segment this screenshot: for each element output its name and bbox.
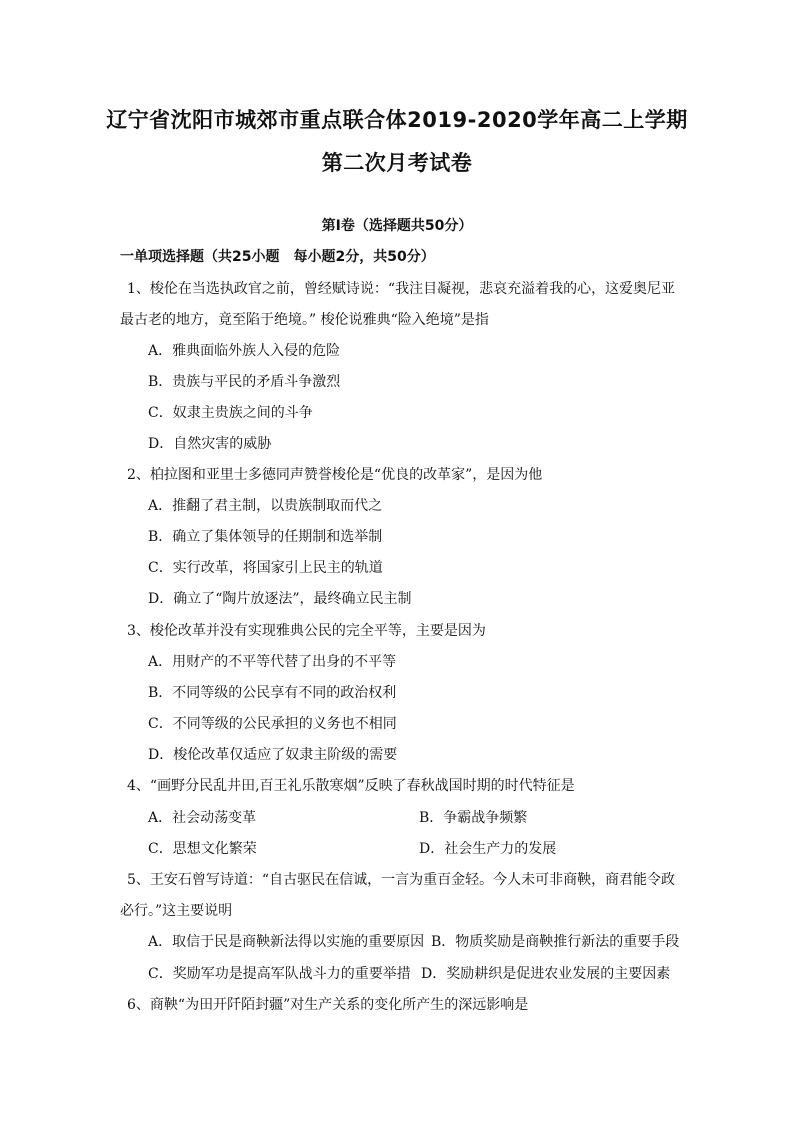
option-b: B．物质奖励是商鞅推行新法的重要手段 (431, 934, 680, 950)
option-a: A．社会动荡变革 (148, 810, 257, 826)
question-stem-line: 最古老的地方，竟至陷于绝境。” 梭伦说雅典“险入绝境”是指 (120, 312, 489, 328)
option-a: A．用财产的不平等代替了出身的不平等 (148, 654, 397, 670)
option-a: A．雅典面临外族人入侵的危险 (148, 343, 341, 359)
exam-title-line-1: 辽宁省沈阳市城郊市重点联合体2019-2020学年高二上学期 (106, 108, 688, 132)
question-stem-line: 1、梭伦在当选执政官之前，曾经赋诗说：“我注目凝视，悲哀充溢着我的心，这爱奥尼亚 (127, 281, 676, 297)
question-stem-line: 2、柏拉图和亚里士多德同声赞誉梭伦是“优良的改革家”，是因为他 (127, 467, 543, 483)
exam-title-line-2: 第二次月考试卷 (321, 151, 473, 175)
option-d: D．自然灾害的威胁 (148, 436, 272, 452)
option-d: D．确立了“陶片放逐法”，最终确立民主制 (148, 591, 412, 607)
question-stem-line: 6、商鞅“为田开阡陌封疆”对生产关系的变化所产生的深远影响是 (127, 997, 529, 1013)
question-stem-line: 4、“画野分民乱井田,百王礼乐散寒烟”反映了春秋战国时期的时代特征是 (127, 778, 575, 794)
option-c: C．奴隶主贵族之间的斗争 (148, 405, 313, 421)
question-stem-line: 5、王安石曾写诗道：“自古驱民在信诚，一言为重百金轻。今人未可非商鞅，商君能令政 (127, 872, 676, 888)
section-title: 第Ⅰ卷（选择题共50分） (321, 218, 473, 234)
option-c: C．不同等级的公民承担的义务也不相同 (148, 716, 397, 732)
option-b: B．确立了集体领导的任期制和选举制 (148, 529, 383, 545)
option-b: B．争霸战争频繁 (419, 810, 528, 826)
option-a: A．取信于民是商鞅新法得以实施的重要原因 (148, 934, 425, 950)
option-d: D．奖励耕织是促进农业发展的主要因素 (421, 966, 671, 982)
option-d: D．梭伦改革仅适应了奴隶主阶级的需要 (148, 747, 398, 763)
question-stem-line: 必行。”这主要说明 (120, 903, 233, 919)
question-stem-line: 3、梭伦改革并没有实现雅典公民的完全平等，主要是因为 (127, 623, 486, 639)
option-b: B．贵族与平民的矛盾斗争激烈 (148, 374, 341, 390)
option-c: C．思想文化繁荣 (148, 841, 257, 857)
option-d: D．社会生产力的发展 (419, 841, 557, 857)
part-label: 一单项选择题（共25小题 每小题2分，共50分） (120, 249, 435, 265)
option-c: C．奖励军功是提高军队战斗力的重要举措 (148, 966, 411, 982)
option-c: C．实行改革，将国家引上民主的轨道 (148, 560, 383, 576)
option-a: A．推翻了君主制，以贵族制取而代之 (148, 498, 383, 514)
option-b: B．不同等级的公民享有不同的政治权利 (148, 685, 397, 701)
